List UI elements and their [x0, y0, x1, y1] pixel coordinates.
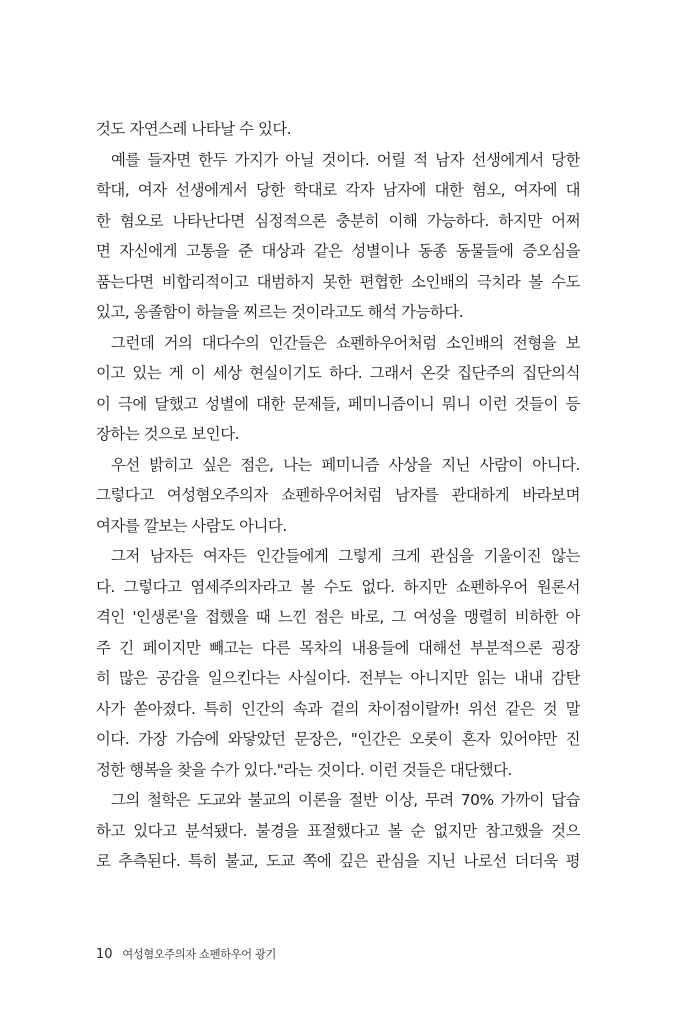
text-line: 정한 행복을 찾을 수가 있다."라는 것이다. 이런 것들은 대단했다.	[96, 760, 512, 779]
running-title: 여성혐오주의자 쇼펜하우어 광기	[122, 948, 276, 961]
text-line: 여자를 깔보는 사람도 아니다.	[96, 516, 287, 535]
text-line: 그저 남자든 여자든 인간들에게 그렇게 크게 관심을 기울이진 않는	[111, 547, 580, 565]
text-line: 이다. 가장 가슴에 와닿았던 문장은, "인간은 오롯이 혼자 있어야만 진	[96, 730, 580, 748]
text-line: 학대, 여자 선생에게서 당한 학대로 각자 남자에 대한 혐오, 여자에 대	[96, 181, 580, 199]
page-footer	[96, 946, 276, 962]
text-line: 것도 자연스레 나타날 수 있다.	[96, 120, 292, 138]
text-line: 그의 철학은 도교와 불교의 이론을 절반 이상, 무려 70% 가까이 답습	[111, 791, 580, 809]
text-line: 예를 들자면 한두 가지가 아닐 것이다. 어릴 적 남자 선생에게서 당한	[111, 150, 580, 169]
text-line: 주 긴 페이지만 빼고는 다른 목차의 내용들에 대해선 부분적으론 굉장	[96, 638, 580, 657]
text-line: 그렇다고 여성혐오주의자 쇼펜하우어처럼 남자를 관대하게 바라보며	[96, 486, 580, 504]
page-number: 10	[96, 947, 113, 962]
text-line: 이 극에 달했고 성별에 대한 문제들, 페미니즘이니 뭐니 이런 것들이 등	[96, 394, 580, 413]
text-line: 히 많은 공감을 일으킨다는 사실이다. 전부는 아니지만 읽는 내내 감탄	[96, 669, 580, 687]
text-line: 한 혐오로 나타난다면 심정적으론 충분히 이해 가능하다. 하지만 어쩌	[96, 211, 580, 230]
text-line: 다. 그렇다고 염세주의자라고 볼 수도 없다. 하지만 쇼펜하우어 원론서	[96, 577, 580, 596]
text-line: 격인 '인생론'을 접했을 때 느낀 점은 바로, 그 여성을 맹렬히 비하한 아	[96, 608, 580, 626]
body-text	[96, 114, 580, 877]
text-line: 이고 있는 게 이 세상 현실이기도 하다. 그래서 온갖 집단주의 집단의식	[96, 364, 580, 382]
text-line: 로 추측된다. 특히 불교, 도교 쪽에 깊은 관심을 지닌 나로선 더더욱 평	[96, 852, 580, 870]
text-line: 장하는 것으로 보인다.	[96, 425, 240, 443]
text-line: 있고, 옹졸함이 하늘을 찌르는 것이라고도 해석 가능하다.	[96, 303, 464, 321]
text-line: 그런데 거의 대다수의 인간들은 쇼펜하우어처럼 소인배의 전형을 보	[111, 333, 580, 352]
text-line: 우선 밝히고 싶은 점은, 나는 페미니즘 사상을 지닌 사람이 아니다.	[111, 455, 580, 474]
text-line: 면 자신에게 고통을 준 대상과 같은 성별이나 동종 동물들에 증오심을	[96, 242, 580, 260]
text-line: 하고 있다고 분석됐다. 불경을 표절했다고 볼 순 없지만 참고했을 것으	[96, 821, 580, 840]
text-line: 품는다면 비합리적이고 대범하지 못한 편협한 소인배의 극치라 볼 수도	[96, 272, 580, 291]
text-line: 사가 쏟아졌다. 특히 인간의 속과 겉의 차이점이랄까! 위선 같은 것 말	[96, 699, 580, 718]
